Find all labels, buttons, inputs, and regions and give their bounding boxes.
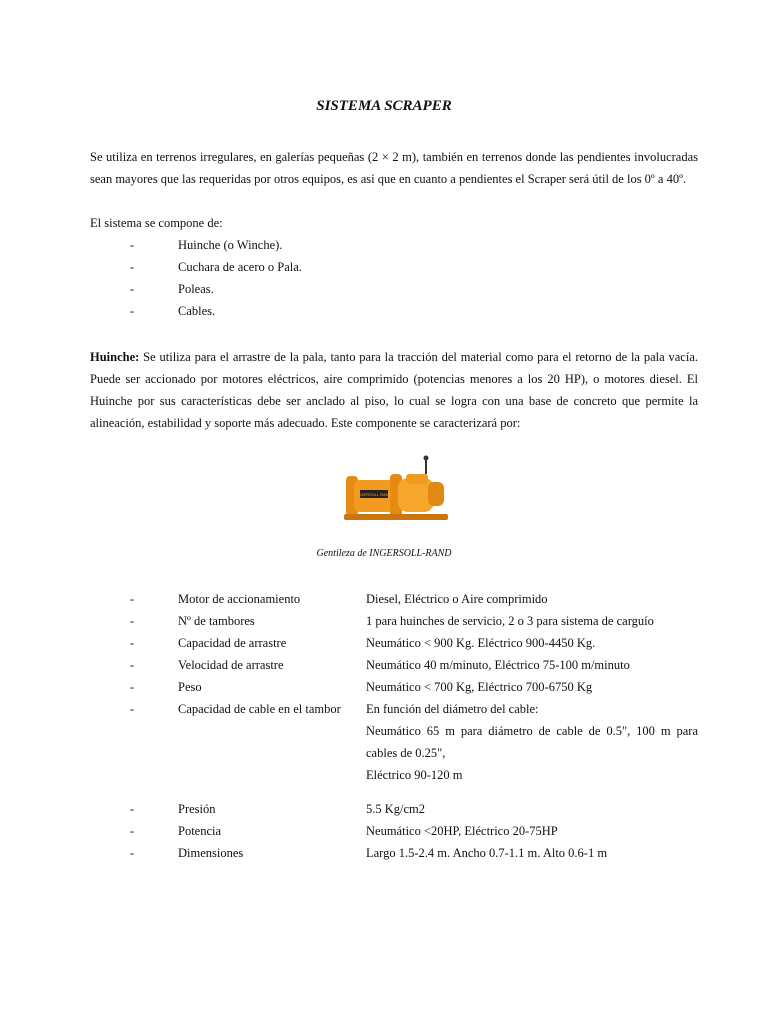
spec-value — [366, 842, 698, 864]
spec-label: Capacidad de arrastre — [178, 636, 287, 650]
intro-paragraph: Se utiliza en terrenos irregulares, en galerías pequeñas (2 × 2 m), también en terrenos donde las pendientes involucradas sean mayores que las requeridas por otros equipos, es así que en cuanto a pendientes el Scraper será útil de los 0º a 40º. — [90, 150, 698, 186]
spec-label: Peso — [178, 680, 202, 694]
list-bullet: - — [130, 658, 135, 672]
spec-value — [366, 654, 698, 676]
spec-value-line: Neumático <20HP, Eléctrico 20-75HP — [366, 824, 558, 838]
list-item-text: Poleas. — [178, 282, 214, 296]
spec-value-line: Neumático 40 m/minuto, Eléctrico 75-100 m/minuto — [366, 658, 630, 672]
huinche-term: Huinche: — [90, 350, 140, 364]
list-bullet: - — [130, 802, 135, 816]
list-bullet: - — [130, 636, 135, 650]
spec-value-line: Eléctrico 90-120 m — [366, 768, 463, 782]
spec-value-line: Neumático < 900 Kg. Eléctrico 900-4450 Kg. — [366, 636, 596, 650]
spec-value-line: Neumático 65 m para diámetro de cable de 0.5", 100 m para cables de 0.25", — [366, 724, 698, 760]
spec-value — [366, 610, 698, 632]
spec-value — [366, 676, 698, 698]
list-bullet: - — [130, 282, 135, 296]
spec-value — [366, 798, 698, 820]
spec-label: Capacidad de cable en el tambor — [178, 702, 341, 716]
list-item-text: Huinche (o Winche). — [178, 238, 283, 252]
spec-value — [366, 820, 698, 842]
list-bullet: - — [130, 846, 135, 860]
list-bullet: - — [130, 304, 135, 318]
spec-value-line: Diesel, Eléctrico o Aire comprimido — [366, 592, 548, 606]
list-bullet: - — [130, 614, 135, 628]
spec-value — [366, 698, 698, 786]
spec-label: Velocidad de arrastre — [178, 658, 284, 672]
list-bullet: - — [130, 592, 135, 606]
spec-value-line: Largo 1.5-2.4 m. Ancho 0.7-1.1 m. Alto 0.6-1 m — [366, 846, 608, 860]
list-bullet: - — [130, 260, 135, 274]
list-bullet: - — [130, 702, 135, 716]
spec-value-line: 5.5 Kg/cm2 — [366, 802, 426, 816]
spec-value-line: 1 para huinches de servicio, 2 o 3 para sistema de carguío — [366, 614, 654, 628]
spec-label: Nº de tambores — [178, 614, 255, 628]
list-bullet: - — [130, 238, 135, 252]
spec-value-line: Neumático < 700 Kg, Eléctrico 700-6750 Kg — [366, 680, 593, 694]
spec-value — [366, 588, 698, 610]
spec-label: Dimensiones — [178, 846, 244, 860]
list-bullet: - — [130, 680, 135, 694]
page-title: SISTEMA SCRAPER — [316, 98, 452, 114]
list-item-text: Cables. — [178, 304, 216, 318]
list-item-text: Cuchara de acero o Pala. — [178, 260, 302, 274]
list-bullet: - — [130, 824, 135, 838]
spec-label: Potencia — [178, 824, 222, 838]
huinche-text: Se utiliza para el arrastre de la pala, tanto para la tracción del material como para el retorno de la pala vacía. Puede ser accionado por motores eléctricos, aire comprimido (potencias menores a los 20 HP), o motores diesel. El Huinche por sus características debe ser anclado al piso, lo cual se logra con una base de concreto que permite la alineación, estabilidad y soporte más adecuado. Este componente se caracterizará por: — [90, 350, 698, 430]
image-caption: Gentileza de INGERSOLL-RAND — [316, 548, 452, 559]
winch-brand-plate: INGERSOLL RAND — [356, 492, 392, 497]
spec-value — [366, 632, 698, 654]
huinche-paragraph — [90, 346, 698, 434]
components-heading: El sistema se compone de: — [90, 216, 223, 230]
spec-label: Presión — [178, 802, 216, 816]
winch-image — [340, 454, 460, 524]
spec-value-line: En función del diámetro del cable: — [366, 702, 539, 716]
spec-label: Motor de accionamiento — [178, 592, 301, 606]
